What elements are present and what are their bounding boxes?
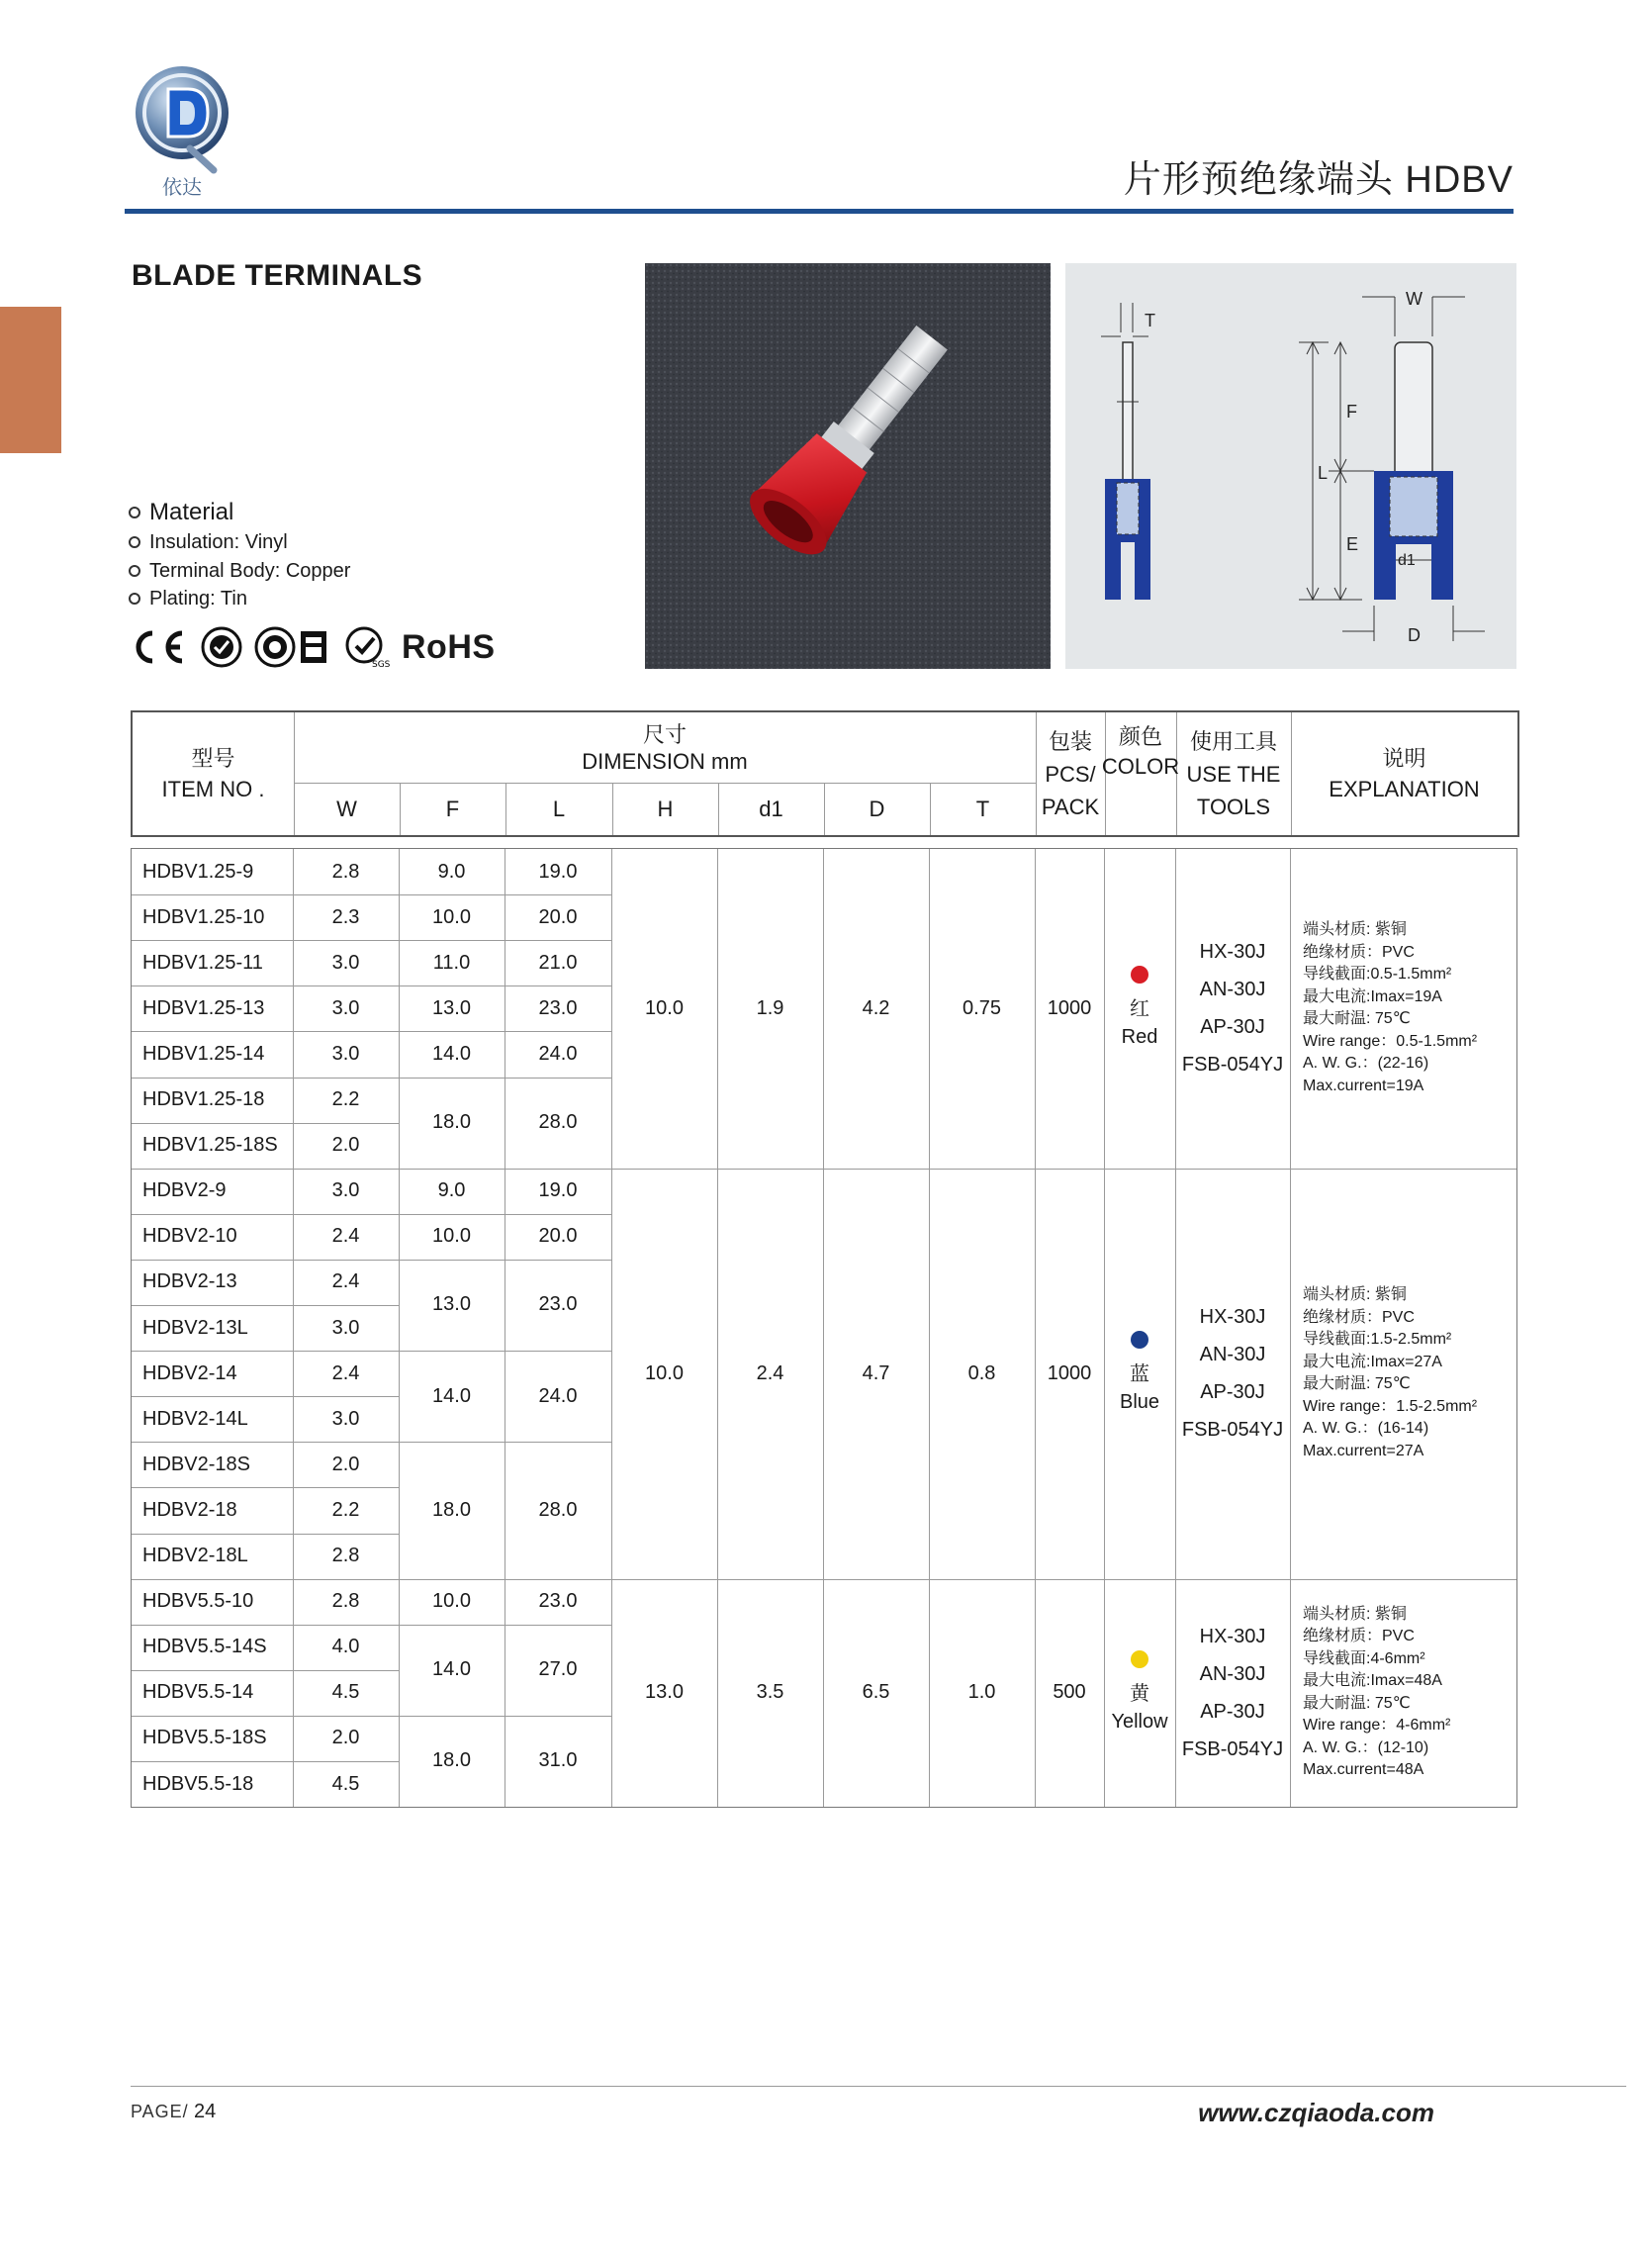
l-cell: 19.0 xyxy=(538,1179,578,1202)
explanation-line: 导线截面:4-6mm² xyxy=(1303,1649,1425,1667)
explanation-line: 最大电流:Imax=27A xyxy=(1303,1353,1442,1370)
l-cell: 21.0 xyxy=(538,951,578,974)
tool-name: FSB-054YJ xyxy=(1181,1737,1284,1760)
explanation-line: 最大电流:Imax=48A xyxy=(1303,1672,1442,1690)
l-cell: 20.0 xyxy=(538,1225,578,1248)
header-item-no: 型号 ITEM NO . xyxy=(161,746,265,801)
label-L: L xyxy=(1318,463,1329,483)
item-no-cell: HDBV1.25-13 xyxy=(142,996,265,1019)
tool-name: HX-30J xyxy=(1199,941,1266,964)
w-cell: 4.5 xyxy=(331,1681,360,1704)
label-T: T xyxy=(1145,311,1155,330)
material-item: Insulation: Vinyl xyxy=(129,528,350,557)
t-cell: 0.8 xyxy=(967,1361,996,1384)
page-number: 24 xyxy=(194,2101,217,2122)
w-cell: 2.4 xyxy=(331,1225,360,1248)
terminal-spec-table xyxy=(131,848,1517,1808)
w-cell: 2.8 xyxy=(331,1590,360,1613)
f-cell: 11.0 xyxy=(432,951,471,974)
item-no-cell: HDBV2-18 xyxy=(142,1498,237,1521)
label-d1: d1 xyxy=(1398,552,1416,569)
header-dimension: 尺寸 DIMENSION mm xyxy=(582,722,748,774)
l-cell: 24.0 xyxy=(538,1042,578,1065)
l-cell: 23.0 xyxy=(538,996,578,1019)
f-cell: 10.0 xyxy=(432,1590,471,1613)
color-swatch-icon xyxy=(1131,966,1148,984)
explanation-line: Wire range：1.5-2.5mm² xyxy=(1303,1397,1478,1415)
f-cell: 9.0 xyxy=(437,860,466,883)
header-w: W xyxy=(336,797,357,821)
column-divider xyxy=(1290,849,1291,1807)
tool-name: AN-30J xyxy=(1199,1662,1266,1685)
l-cell: 23.0 xyxy=(538,1293,578,1316)
sgs-mark-icon xyxy=(344,625,391,670)
f-cell: 18.0 xyxy=(432,1749,471,1772)
color-name-en: Yellow xyxy=(1111,1710,1168,1733)
pack-cell: 1000 xyxy=(1047,996,1092,1019)
explanation-line: 端头材质: 紫铜 xyxy=(1303,1605,1407,1623)
item-no-cell: HDBV5.5-14S xyxy=(142,1636,267,1658)
d1-cell: 3.5 xyxy=(756,1681,784,1704)
explanation-line: A. W. G.：(22-16) xyxy=(1303,1055,1429,1073)
color-name-en: Red xyxy=(1121,1026,1158,1049)
w-cell: 4.0 xyxy=(331,1636,360,1658)
label-W: W xyxy=(1406,289,1423,309)
color-swatch-icon xyxy=(1131,1331,1148,1349)
label-D: D xyxy=(1408,625,1421,645)
item-no-cell: HDBV1.25-14 xyxy=(142,1042,265,1065)
chapter-tab xyxy=(0,307,61,453)
tool-name: AN-30J xyxy=(1199,1344,1266,1366)
header-pack: 包装 PCS/ PACK xyxy=(1041,728,1100,819)
item-no-cell: HDBV2-14 xyxy=(142,1361,237,1384)
color-name-en: Blue xyxy=(1119,1391,1160,1414)
explanation-line: Max.current=19A xyxy=(1303,1077,1424,1094)
f-cell: 14.0 xyxy=(432,1042,471,1065)
w-cell: 4.5 xyxy=(331,1772,360,1795)
t-cell: 0.75 xyxy=(963,996,1001,1019)
l-cell: 24.0 xyxy=(538,1384,578,1407)
explanation-line: Max.current=27A xyxy=(1303,1442,1424,1459)
tools-cell xyxy=(1175,1169,1290,1579)
header-f: F xyxy=(445,797,460,821)
explanation-cell xyxy=(1303,1604,1511,1782)
f-cell: 18.0 xyxy=(432,1111,471,1134)
w-cell: 2.2 xyxy=(331,1088,360,1111)
explanation-line: 绝缘材质：PVC xyxy=(1303,1628,1415,1645)
section-title: BLADE TERMINALS xyxy=(132,259,423,292)
label-F: F xyxy=(1346,402,1357,422)
header-color: 颜色 COLOR xyxy=(1101,724,1180,779)
item-no-cell: HDBV5.5-18S xyxy=(142,1727,267,1749)
ce-mark-icon xyxy=(129,625,188,669)
explanation-line: 最大耐温: 75℃ xyxy=(1303,1010,1411,1028)
w-cell: 3.0 xyxy=(331,1179,360,1202)
header-d: D xyxy=(869,797,885,821)
f-cell: 14.0 xyxy=(432,1384,471,1407)
f-cell: 18.0 xyxy=(432,1498,471,1521)
w-cell: 3.0 xyxy=(331,1407,360,1430)
f-cell: 13.0 xyxy=(432,1293,471,1316)
w-cell: 2.8 xyxy=(331,860,360,883)
color-name-cn: 蓝 xyxy=(1130,1363,1149,1386)
explanation-line: Wire range：0.5-1.5mm² xyxy=(1303,1032,1478,1050)
item-no-cell: HDBV2-18L xyxy=(142,1545,248,1567)
header-t: T xyxy=(975,797,990,821)
explanation-line: 最大耐温: 75℃ xyxy=(1303,1694,1411,1712)
f-cell: 9.0 xyxy=(437,1179,466,1202)
explanation-line: 绝缘材质：PVC xyxy=(1303,943,1415,961)
footer-divider xyxy=(131,2086,1626,2087)
header-tools: 使用工具 USE THE TOOLS xyxy=(1186,728,1281,819)
material-item: Plating: Tin xyxy=(129,585,350,613)
t-cell: 1.0 xyxy=(967,1681,996,1704)
explanation-line: A. W. G.：(12-10) xyxy=(1303,1738,1429,1756)
color-cell xyxy=(1104,1579,1175,1808)
color-cell xyxy=(1104,849,1175,1169)
pack-cell: 500 xyxy=(1053,1681,1086,1704)
product-photo xyxy=(645,263,1051,669)
website-link[interactable]: www.czqiaoda.com xyxy=(1198,2098,1434,2127)
w-cell: 2.3 xyxy=(331,905,360,928)
w-cell: 2.2 xyxy=(331,1498,360,1521)
tool-name: FSB-054YJ xyxy=(1181,1419,1284,1442)
color-swatch-icon xyxy=(1131,1650,1148,1668)
w-cell: 3.0 xyxy=(331,951,360,974)
d-cell: 6.5 xyxy=(862,1681,890,1704)
explanation-line: 端头材质: 紫铜 xyxy=(1303,1286,1407,1304)
item-no-cell: HDBV2-9 xyxy=(142,1179,227,1202)
item-no-cell: HDBV5.5-18 xyxy=(142,1772,254,1795)
item-no-cell: HDBV1.25-18S xyxy=(142,1134,278,1157)
explanation-line: A. W. G.：(16-14) xyxy=(1303,1420,1429,1438)
explanation-line: 绝缘材质：PVC xyxy=(1303,1308,1415,1326)
tool-name: HX-30J xyxy=(1199,1306,1266,1329)
color-name-cn: 黄 xyxy=(1130,1682,1149,1705)
quality-mark-icon xyxy=(253,625,297,669)
tools-cell xyxy=(1175,1579,1290,1808)
w-cell: 2.0 xyxy=(331,1453,360,1475)
w-cell: 3.0 xyxy=(331,1042,360,1065)
table-header xyxy=(131,710,1519,837)
tool-name: AN-30J xyxy=(1199,979,1266,1001)
item-no-cell: HDBV5.5-10 xyxy=(142,1590,254,1613)
header-divider xyxy=(125,209,1514,214)
h-cell: 13.0 xyxy=(645,1681,684,1704)
explanation-cell xyxy=(1303,1284,1511,1462)
explanation-line: 最大电流:Imax=19A xyxy=(1303,987,1442,1005)
header-l: L xyxy=(552,797,566,821)
item-no-cell: HDBV1.25-18 xyxy=(142,1088,265,1111)
explanation-line: 端头材质: 紫铜 xyxy=(1303,921,1407,939)
h-cell: 10.0 xyxy=(645,1361,684,1384)
tool-name: AP-30J xyxy=(1200,1016,1265,1039)
w-cell: 2.4 xyxy=(331,1270,360,1293)
explanation-line: Max.current=48A xyxy=(1303,1761,1424,1779)
l-cell: 20.0 xyxy=(538,905,578,928)
explanation-line: 导线截面:0.5-1.5mm² xyxy=(1303,966,1452,984)
l-cell: 19.0 xyxy=(538,860,578,883)
d-cell: 4.7 xyxy=(862,1361,890,1384)
rohs-mark: RoHS xyxy=(402,627,496,666)
header-explanation: 说明 EXPLANATION xyxy=(1329,746,1480,801)
l-cell: 27.0 xyxy=(538,1658,578,1681)
item-no-cell: HDBV2-10 xyxy=(142,1225,237,1248)
item-no-cell: HDBV1.25-9 xyxy=(142,860,254,883)
f-cell: 10.0 xyxy=(432,905,471,928)
color-cell xyxy=(1104,1169,1175,1579)
l-cell: 28.0 xyxy=(538,1111,578,1134)
f-cell: 14.0 xyxy=(432,1658,471,1681)
l-cell: 31.0 xyxy=(538,1749,578,1772)
d-cell: 4.2 xyxy=(862,996,890,1019)
explanation-line: Wire range：4-6mm² xyxy=(1303,1717,1451,1735)
pack-cell: 1000 xyxy=(1047,1361,1092,1384)
d1-cell: 2.4 xyxy=(756,1361,784,1384)
item-no-cell: HDBV5.5-14 xyxy=(142,1681,254,1704)
iso-badge-icon xyxy=(299,625,328,669)
tool-name: HX-30J xyxy=(1199,1625,1266,1647)
material-item: Terminal Body: Copper xyxy=(129,557,350,586)
h-cell: 10.0 xyxy=(645,996,684,1019)
l-cell: 28.0 xyxy=(538,1498,578,1521)
page-label: PAGE/ xyxy=(131,2102,189,2121)
w-cell: 2.0 xyxy=(331,1134,360,1157)
certification-seal-icon xyxy=(200,625,243,669)
w-cell: 3.0 xyxy=(331,996,360,1019)
explanation-line: 最大耐温: 75℃ xyxy=(1303,1375,1411,1393)
item-no-cell: HDBV2-13L xyxy=(142,1316,248,1339)
header-h: H xyxy=(657,797,674,821)
tools-cell xyxy=(1175,849,1290,1169)
w-cell: 2.0 xyxy=(331,1727,360,1749)
certification-marks xyxy=(129,625,496,669)
label-E: E xyxy=(1346,534,1359,554)
material-list xyxy=(129,497,350,613)
color-name-cn: 红 xyxy=(1130,998,1149,1021)
brand-logo xyxy=(131,63,237,202)
item-no-cell: HDBV2-13 xyxy=(142,1270,237,1293)
item-no-cell: HDBV1.25-10 xyxy=(142,905,265,928)
w-cell: 3.0 xyxy=(331,1316,360,1339)
l-cell: 23.0 xyxy=(538,1590,578,1613)
material-heading: Material xyxy=(129,497,350,528)
item-no-cell: HDBV2-18S xyxy=(142,1453,250,1475)
tool-name: AP-30J xyxy=(1200,1700,1265,1723)
item-no-cell: HDBV2-14L xyxy=(142,1407,248,1430)
f-cell: 10.0 xyxy=(432,1225,471,1248)
item-no-cell: HDBV1.25-11 xyxy=(142,951,263,974)
explanation-cell xyxy=(1303,919,1511,1097)
w-cell: 2.4 xyxy=(331,1361,360,1384)
d1-cell: 1.9 xyxy=(756,996,784,1019)
tool-name: AP-30J xyxy=(1200,1381,1265,1404)
brand-mark-text: 依达 xyxy=(162,175,202,199)
page-title: 片形预绝缘端头 HDBV xyxy=(1123,159,1514,201)
dimension-drawing xyxy=(1065,263,1516,669)
sgs-label: SGS xyxy=(372,660,391,670)
f-cell: 13.0 xyxy=(432,996,471,1019)
tool-name: FSB-054YJ xyxy=(1181,1054,1284,1077)
w-cell: 2.8 xyxy=(331,1545,360,1567)
header-d1: d1 xyxy=(759,797,783,821)
explanation-line: 导线截面:1.5-2.5mm² xyxy=(1303,1331,1452,1349)
